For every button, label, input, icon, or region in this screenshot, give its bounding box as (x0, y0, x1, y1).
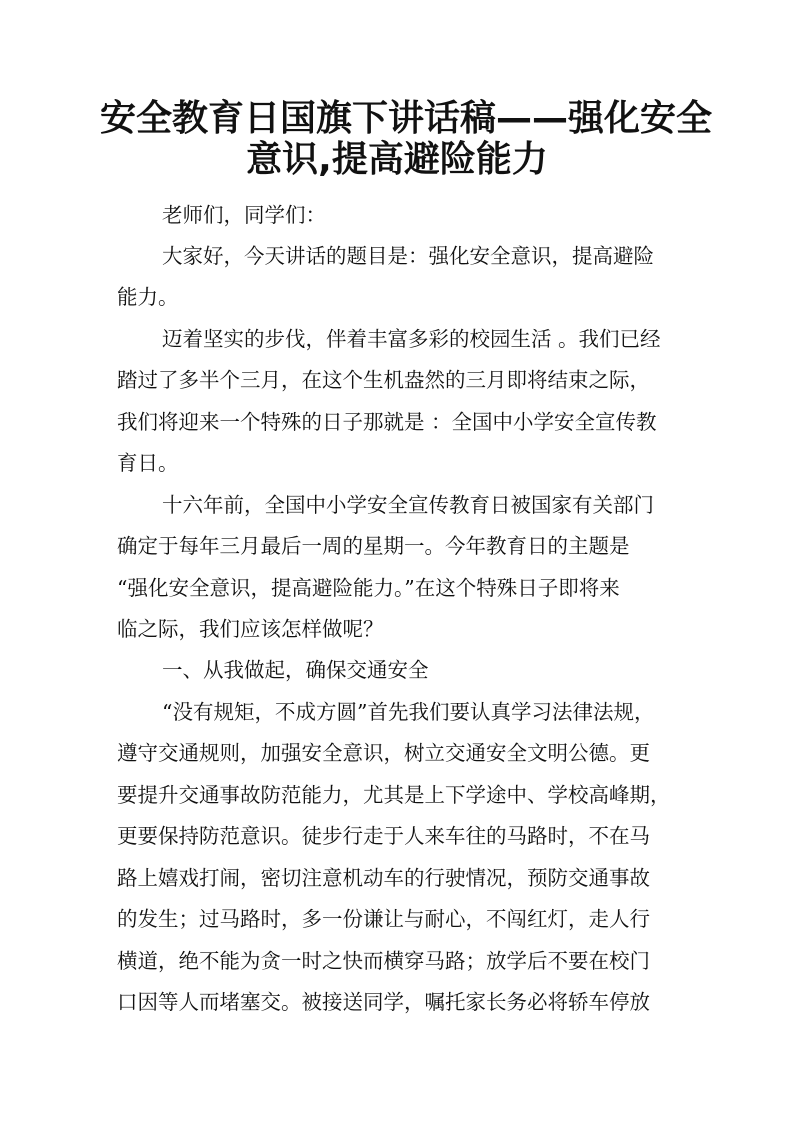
paragraph-line: 横道，绝不能为贪一时之快而横穿马路；放学后不要在校门 (117, 949, 650, 973)
document-title-line-2: 意识,提高避险能力 (246, 139, 548, 180)
document-title-line-1: 安全教育日国旗下讲话稿——强化安全 (100, 98, 713, 139)
paragraph-line: 更要保持防范意识。徒步行走于人来车往的马路时，不在马 (117, 824, 650, 848)
paragraph-line: 路上嬉戏打闹，密切注意机动车的行驶情况，预防交通事故 (117, 866, 650, 890)
paragraph-line: 确定于每年三月最后一周的星期一。今年教育日的主题是 (117, 534, 630, 558)
paragraph-line: 我们将迎来一个特殊的日子那就是 ：全国中小学安全宣传教 (117, 410, 657, 434)
paragraph-line: 十六年前，全国中小学安全宣传教育日被国家有关部门 (162, 493, 654, 517)
paragraph-line: 迈着坚实的步伐，伴着丰富多彩的校园生活 。我们已经 (162, 327, 661, 351)
paragraph-line: 的发生；过马路时，多一份谦让与耐心，不闯红灯，走人行 (117, 907, 650, 931)
paragraph-line: 育日。 (117, 451, 179, 475)
paragraph-line: 口因等人而堵塞交。被接送同学，嘱托家长务必将轿车停放 (117, 990, 650, 1014)
paragraph-line: 要提升交通事故防范能力，尤其是上下学途中、学校高峰期， (117, 783, 671, 807)
paragraph-line: 踏过了多半个三月，在这个生机盎然的三月即将结束之际， (117, 368, 650, 392)
paragraph-line: 能力。 (117, 285, 179, 309)
paragraph-line: 遵守交通规则，加强安全意识，树立交通安全文明公德。更 (117, 741, 650, 765)
salutation: 老师们，同学们： (162, 203, 326, 227)
paragraph-line: “没有规矩，不成方圆”首先我们要认真学习法律法规， (162, 700, 655, 724)
section-heading: 一、从我做起，确保交通安全 (162, 658, 429, 682)
paragraph-line: 大家好，今天讲话的题目是：强化安全意识，提高避险 (162, 244, 654, 268)
paragraph-line: “强化安全意识，提高避险能力。”在这个特殊日子即将来 (117, 576, 620, 600)
paragraph-line: 临之际，我们应该怎样做呢？ (117, 617, 384, 641)
